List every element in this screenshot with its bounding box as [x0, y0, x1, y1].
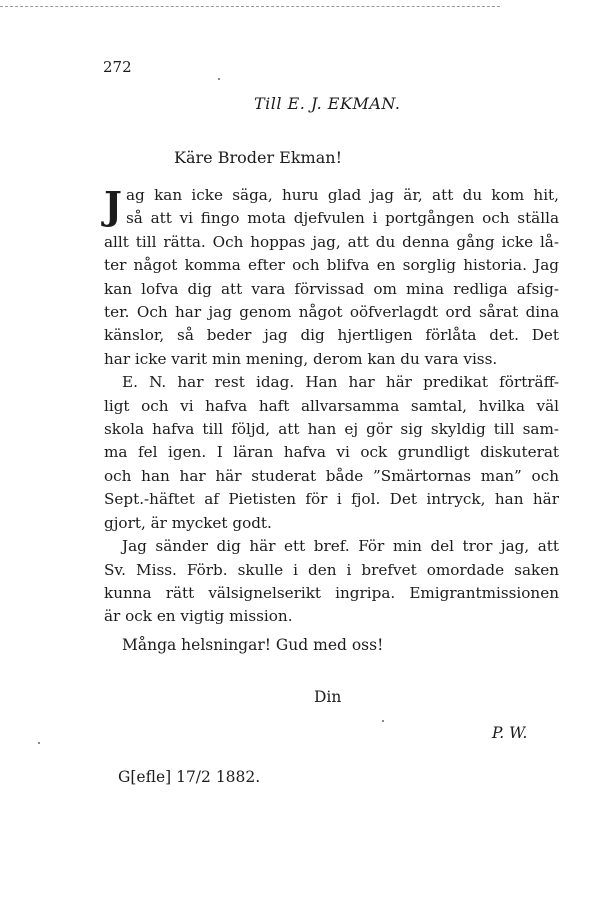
text-line: ma fel igen. I läran hafva vi ock grundligt diskuterat [104, 443, 559, 462]
page-number: 272 [103, 58, 132, 76]
text-line: ligt och vi hafva haft allvarsamma samtal, hvilka väl [104, 396, 559, 415]
text-line: Sv. Miss. Förb. skulle i den i brefvet omordade saken [104, 560, 559, 579]
text-line: har icke varit min mening, derom kan du vara viss. [104, 349, 498, 368]
text-line: ter. Och har jag genom något oöfverlagdt ord sårat dina [104, 303, 559, 322]
text-line: känslor, så beder jag dig hjertligen förlåta det. Det [104, 326, 559, 345]
text-line: Jag sänder dig här ett bref. För min del tror jag, att [122, 537, 559, 556]
text-line: gjort, är mycket godt. [104, 513, 272, 532]
text-line: ag kan icke säga, huru glad jag är, att du kom hit, [126, 186, 559, 204]
text-line: ter något komma efter och blifva en sorglig historia. Jag [104, 256, 559, 275]
drop-cap: J [104, 183, 122, 228]
text-line: skola hafva till följd, att han ej gör sig skyldig till sam- [104, 420, 559, 439]
text-line: E. N. har rest idag. Han har här predikat förträff- [122, 373, 559, 392]
closing-greeting: Många helsningar! Gud med oss! [122, 636, 384, 654]
text-line: kunna rätt välsignelserikt ingripa. Emigrantmissionen [104, 583, 559, 602]
letter-title: Till E. J. EKMAN. [254, 94, 401, 113]
text-line: kan lofva dig att vara förvissad om mina redliga afsig- [104, 279, 559, 298]
text-line: Sept.-häftet af Pietisten för i fjol. Det intryck, han här [104, 490, 559, 509]
signature: P. W. [492, 724, 528, 742]
place-date: G[efle] 17/2 1882. [118, 768, 261, 786]
paragraph-2 [104, 371, 559, 535]
paragraph-1 [104, 184, 559, 371]
closing-din: Din [314, 688, 342, 706]
paper-speck [382, 720, 384, 722]
text-line: är ock en vigtig mission. [104, 607, 293, 626]
salutation: Käre Broder Ekman! [174, 148, 342, 167]
text-line: och han har här studerat både ”Smärtornas man” och [104, 466, 559, 485]
letter-body [104, 184, 559, 629]
paragraph-3 [104, 535, 559, 629]
text-line: så att vi fingo mota djefvulen i portgången och ställa [126, 209, 559, 228]
paper-speck [38, 742, 40, 744]
paper-speck [218, 78, 220, 80]
text-line: allt till rätta. Och hoppas jag, att du denna gång icke lå- [104, 232, 559, 251]
top-rule [0, 6, 500, 7]
